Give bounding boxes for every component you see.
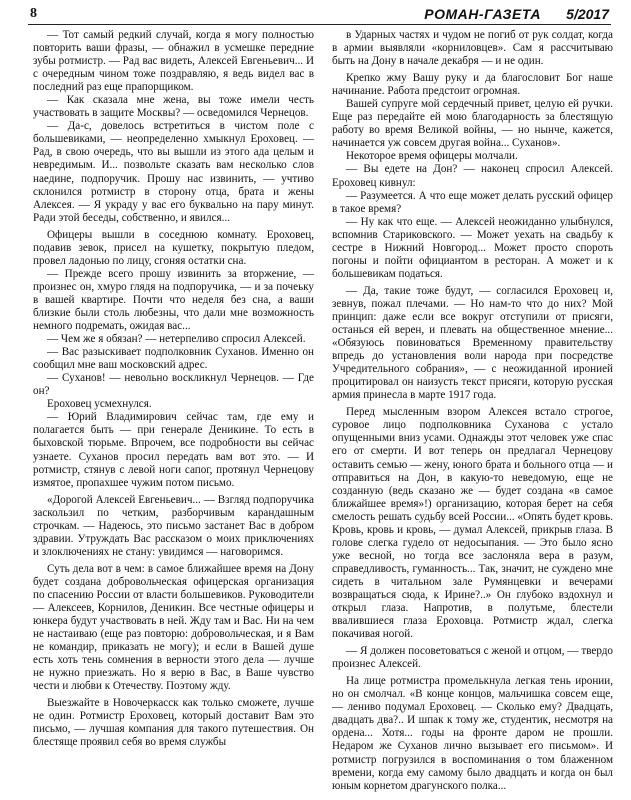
paragraph: — Я должен посоветоваться с женой и отцом, — твердо произнес Алексей. — [332, 645, 613, 671]
paragraph: — Юрий Владимирович сейчас там, где ему и полагается быть — при генерале Деникине. То есть в быховской тюрьме. Впрочем, все подробности вы сейчас узнаете. Суханов просил передать вам вот это. — И ротмистр, стянув с левой ноги сапог, протянул Чернецову измятое, пропахшее чужим потом письмо. — [33, 411, 314, 489]
magazine-title: РОМАН-ГАЗЕТА — [424, 6, 541, 22]
paragraph: — Да-с, довелось встретиться в чистом поле с большевиками, — неопределенно хмыкнул Ероховец. — Рад, в свою очередь, что вы вышли из этого ада целым и невредимым. И... позвольте сказать вам несколько слов наедине, подпоручик. Прошу нас извинить, — учтиво склонился ротмистр в сторону отца, брата и жены Алексея. — Я украду у вас его буквально на пару минут. Ради этой беседы, собственно, и явился... — [33, 120, 314, 224]
paragraph: — Чем же я обязан? — нетерпеливо спросил Алексей. — [47, 333, 306, 346]
paragraph: Выезжайте в Новочеркасск как только сможете, лучше не один. Ротмистр Ероховец, который доставит Вам это письмо, — лучшая компания для такого путешествия. Он блестяще проявил себя во время службы — [33, 697, 314, 749]
paragraph: — Разумеется. А что еще может делать русский офицер в такое время? — [332, 189, 613, 215]
paragraph: в Ударных частях и чудом не погиб от рук солдат, когда в армии выявляли «корниловцев». Сам я рассчитываю быть на Дону в начале декабря — и не один. — [332, 29, 613, 68]
paragraph: Перед мысленным взором Алексея встало строгое, суровое лицо подполковника Суханова с усталo опущенными вниз усами. Однажды этот человек уже спас его от смерти. И вот теперь он предлагал Чернецову оставить семью — жену, юного брата и больного отца — и отправиться на Дон, в какую-то неведомую, еще не созданную (ведь сказано же — будет создана «в самое ближайшее время»!) организацию, которая берет на себя смелость решать судьбу всей России... «Опять будет кровь. Кровь, кровь и кровь, — думал Алексей, прикрыв глаза. В голове слегка гудело от недосыпания. — Это было ясно уже весной, но тогда все заслоняла вера в разум, справедливость, гуманность... Так, значит, не суждено мне сидеть в читальном зале Румянцевки и вечерами возвращаться сюда, к Ирине?..» Он глубоко вздохнул и открыл глаза. Напротив, в полутьме, блестели ввалившиеся глаза Ероховца. Ротмистр ждал, слегка покачивая ногой. — [332, 406, 613, 641]
page-header — [28, 6, 611, 25]
paragraph: Крепко жму Вашу руку и да благословит Бог наше начинание. Работа предстоит огромная. — [332, 72, 613, 98]
paragraph: — Ну как что еще. — Алексей неожиданно улыбнулся, вспомнив Стариковского. — Может уехать на свадьбу к сестре в Нижний Новгород... Может просто спороть погоны и пойти официантом в ресторан. А может и к большевикам податься. — [332, 215, 613, 280]
paragraph: — Как сказала мне жена, вы тоже имели честь участвовать в защите Москвы? — осведомился Чернецов. — [33, 94, 314, 120]
paragraph: Некоторое время офицеры молчали. — [346, 150, 518, 163]
paragraph: — Вы едете на Дон? — наконец спросил Алексей. Ероховец кивнул: — [332, 163, 613, 189]
issue-number: 5/2017 — [566, 6, 609, 22]
paragraph: Вашей супруге мой сердечный привет, целую ей ручки. Еще раз передайте ей мою благодарность за блестящую работу во время Великой войны, — но нынче, кажется, начинается уж совсем другая война... Суханов». — [332, 98, 613, 150]
paragraph: Суть дела вот в чем: в самое ближайшее время на Дону будет создана добровольческая офицерская организация по спасению России от власти большевиков. Руководители — Алексеев, Корнилов, Деникин. Все честные офицеры и юнкера будут участвовать в ней. Жду там и Вас. Ни на чем не настаиваю (еще раз повторю: добровольческая, и я Вам не командир, приказать не могу); и если в Вашей душе есть хоть тень сомнения в верности этого дела — лучше не нужно приезжать. Но я верю в Вас, в Ваше чувство чести и любви к Отечеству. Поэтому жду. — [33, 562, 314, 693]
right-column — [332, 29, 613, 793]
paragraph: — Да, такие тоже будут, — согласился Ероховец и, зевнув, пожал плечами. — Но нам-то что до них? Мой принцип: даже если все вокруг отступили от присяги, останься ей верен, и плевать на общественное мнение... «Обязуюсь повиноваться Временному правительству впредь до установления воли народа при посредстве Учредительного собрания», — с неожиданной иронией процитировал он наизусть текст присяги, которую русская армия принесла в марте 1917 года. — [332, 284, 613, 402]
paragraph: На лице ротмистра промелькнула легкая тень иронии, но он смолчал. «В конце концов, мальчишка совсем еще, — лениво подумал Ероховец. — Сколько ему? Двадцать, двадцать два?.. И шпак к тому же, студентик, несмотря на ордена... Хотя... годы на фронте даром не прошли. Недаром же Суханов лично вызывает его письмом». И ротмистр погрузился в воспоминания о том блаженном времени, когда ему самому было двадцать и когда он был юным корнетом драгунского полка... — [332, 675, 613, 792]
paragraph: Офицеры вышли в соседнюю комнату. Ероховец, подавив зевок, присел на кушетку, покрытую пледом, провел ладонью по лицу, сгоняя остатки сна. — [33, 228, 314, 267]
paragraph: — Прежде всего прошу извинить за вторжение, — произнес он, хмуро глядя на подпоручика, — и за почеьку в вашей квартире. Почти что неделя без сна, а ваши близкие были столь любезны, что дали мне возможность немного подремать, ожидая вас... — [33, 267, 314, 333]
paragraph: — Вас разыскивает подполковник Суханов. Именно он сообщил мне ваш московский адрес. — [33, 346, 314, 372]
page-number: 8 — [30, 6, 37, 21]
paragraph: — Тот самый редкий случай, когда я могу полностью повторить ваши фразы, — обнажил в усмешке передние зубы ротмистр. — Рад вас видеть, Алексей Евгеньевич... И с очередным чином тоже поздравляю, я ведь видел вас в последний раз еще прапорщиком. — [33, 29, 314, 94]
paragraph: — Суханов! — невольно воскликнул Чернецов. — Где он? — [33, 372, 314, 398]
paragraph: Ероховец усмехнулся. — [47, 398, 152, 411]
paragraph: «Дорогой Алексей Евгеньевич... — Взгляд подпоручика заскользил по четким, разборчивым карандашным строчкам. — Надеюсь, это письмо застанет Вас в добром здравии. Утруждать Вас рассказом о моих приключениях и злоключениях не стану: увидимся — наговоримся. — [33, 493, 314, 558]
left-column — [33, 29, 314, 750]
